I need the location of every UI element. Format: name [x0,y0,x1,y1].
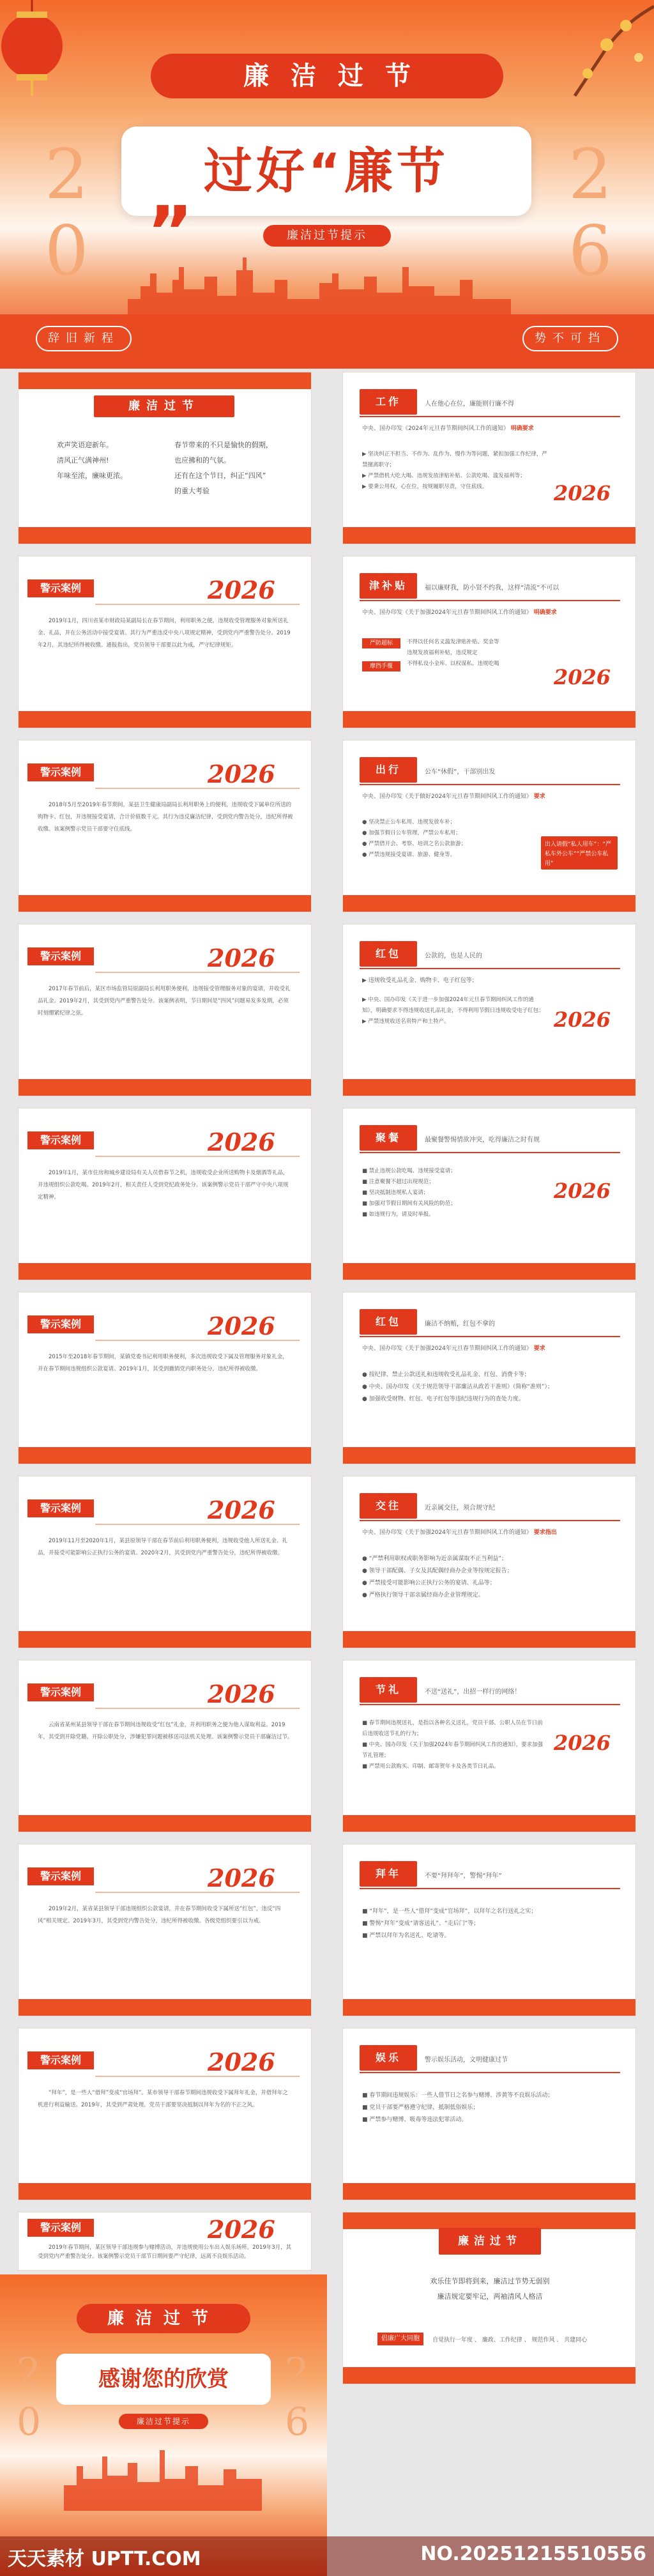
rule-item: 违规发放福利补贴，违反规定 [407,650,478,656]
case-skyline-line [95,967,300,973]
year-art: 2026 [554,481,611,505]
rule-heading: 交往 [360,1493,417,1519]
case-year: 2026 [208,1128,275,1156]
rule-slide-festival-gift [342,1660,636,1832]
slide-bottom-band [19,895,311,912]
rule-slide-entertainment [342,2028,636,2200]
rule-subtitle: 最聚餐警惕情欲冲突，吃得廉洁之时有规 [425,1137,540,1144]
ending-digit-4: 6 [285,2400,310,2444]
rule-divider [360,1152,620,1153]
case-text: 2017年春节前后，某区市场监管局原副局长利用职务便利，违规接受管理服务对象的宴请，并收受礼品礼金。2019年2月，其受到党内严重警告处分。该案例表明，节日期间是“四风”问题易发多发期，必须时刻绷紧纪律之弦。 [38,986,291,1016]
intro-left-line: 清风正气满神州! [57,456,109,464]
rule-item: ▶ 严禁违规收送名贵特产和土特产。 [362,1018,450,1025]
rule-note-highlight: 要求指出 [533,1529,557,1536]
case-text: 2018年5月至2019年春节期间，某县卫生健康局副局长利用职务上的便利，违规收受下属单位所送的购物卡、红包，并违规接受宴请，合计价值数千元。其行为违反廉洁纪律，受到党内警告处分，违纪所得被收缴。该案例警示党员干部要守住底线。 [38,802,293,832]
rule-item: ● 按纪律、禁止公款送礼和违规收受礼品礼金、红包、消费卡等； [362,1372,530,1378]
rule-body [362,1906,618,1942]
cover-digit-4: 6 [568,211,612,291]
case-title: 警示案例 [27,2219,94,2237]
year-art: 2026 [554,665,611,689]
slide-bottom-band [19,2183,311,2200]
case-slide-9 [18,2028,312,2200]
rule-body [362,995,547,1027]
rule-item: ■ 中央、国办印发《关于加强2024年春节期间纠风工作的通知》，要求加强节礼管理； [362,1742,544,1759]
rule-subtitle: 公款的，也是人民的 [425,953,482,960]
slide-bottom-band [19,711,311,728]
watermark-left: 天天素材 UPTT.COM [8,2548,201,2570]
rule-body [407,637,547,670]
intro-right-line: 还有在这个节日，纠正“四风” [174,471,266,480]
rule-heading: 节礼 [360,1677,417,1703]
slide-bottom-band [343,1447,635,1464]
rule-body [362,449,547,493]
case-text: “拜年”，是一些人“借拜”变成“官场拜”。某市领导干部春节期间违规收受下属拜年礼金，并借拜年之机进行利益输送。2019年，其受到严肃处理。党员干部要坚决抵制以拜年为名的不正之风。 [38,2090,288,2108]
case-year: 2026 [208,2048,275,2076]
rule-note-text: 中央、国办印发《关于加强2024年元旦春节期间纠风工作的通知》 [362,610,532,616]
rule-item: ● 坚决禁止公车私用、违规发放车补； [362,819,456,825]
case-year: 2026 [208,576,275,604]
rule-slide-work [342,372,636,544]
rule-heading: 聚餐 [360,1125,417,1151]
rule-item: ▶ 坚决纠正不担当、不作为、乱作为、慢作为等问题，紧扣加强工作纪律，严禁擅离职守； [362,451,547,468]
case-text: 2019年1月，某市住房和城乡建设局有关人员借春节之机，违规收受企业所送购物卡及烟酒等礼品，并违规组织公款吃喝。2019年2月，相关责任人受到党纪政务处分。该案例警示党员干部严守中央八项规定精神。 [38,1170,289,1200]
case-skyline-line [95,1519,300,1525]
rule-body [362,1718,547,1772]
cover-pill-left: 辞旧新程 [36,326,132,351]
case-slide-6 [18,1476,312,1648]
slide-bottom-band [343,2183,635,2200]
rule-subtitle: 警示娱乐活动，文明健康过节 [425,2057,508,2064]
rule-item: ● 加强收受财物、红包、电子红包等违纪违规行为的查处力度。 [362,1396,524,1402]
rule-divider [360,600,620,601]
slide-bottom-band [343,1815,635,1832]
slide-bottom-band [19,527,311,544]
case-title: 警示案例 [27,579,94,597]
rule-heading: 拜年 [360,1861,417,1887]
cover-ribbon [151,54,503,98]
rule-item: ■ 注意聚餐不超过出现规范； [362,1179,434,1185]
intro-left-line: 年味至浓，廉味更浓。 [57,471,127,480]
rule-stamp: 出入请假“私人用车”：“严私车外公车”“严禁公车私用” [541,836,618,870]
slide-bottom-band [19,1631,311,1648]
slide-bottom-band [19,1447,311,1464]
rule-body [362,1166,547,1220]
rule-slide-contact [342,1476,636,1648]
case-skyline-line [95,1703,300,1709]
intro-right-line: 也应拂和的气氛。 [174,456,231,464]
rule-note [362,608,618,618]
slide-bottom-band [343,527,635,544]
year-art: 2026 [554,1179,611,1203]
rule-divider [360,2072,620,2073]
cover-slide [0,0,654,369]
rule-item: ▶ 严禁借机大吃大喝、违规发放津贴补贴、公款吃喝、滥发福利等； [362,473,526,479]
case-title: 警示案例 [27,1315,94,1333]
intro-slide [18,372,312,544]
case-text: 云南省某州某县领导干部在春节期间违规收受“红包”礼金，并利用职务之便为他人谋取利益。2019年，其受到开除党籍、开除公职处分，涉嫌犯罪问题被移送司法机关处理。该案例警示党员干部廉洁过节。 [38,1722,293,1740]
slide-top-band [19,372,311,389]
rule-item: ● 领导干部配偶、子女及其配偶经商办企业等按规定报告； [362,1568,513,1574]
slide-bottom-band [343,1999,635,2016]
rule-divider [360,968,620,969]
rule-item: ■ 如违规行为，请及时举报。 [362,1211,434,1218]
lantern-icon [0,0,77,96]
rule-item: ● 中央、国办印发《关于规范领导干部廉洁从政若干准则》（简称“准则”）； [362,1384,554,1390]
rule-divider [360,1888,620,1889]
case-skyline-line [95,783,300,789]
rule-item: ■ 严禁以拜年为名送礼、吃请等。 [362,1933,450,1939]
case-text: 2019年11月至2020年1月，某县原领导干部在春节前后利用职务便利，违规收受他人所送礼金、礼品，并接受可能影响公正执行公务的宴请。2020年2月，其受到党内严重警告处分，违纪所得被收缴。 [38,1538,287,1556]
case-slide-8 [18,1844,312,2016]
cover-ribbon-text: 廉洁过节 [243,61,432,91]
rule-item: ■ 坚决抵制违规私人宴请； [362,1190,429,1196]
slide-bottom-band [19,1999,311,2016]
rule-item: ▶ 中央、国办印发《关于进一步加强2024年元旦春节期间纠风工作的通知》，明确要求不得违规收送礼品礼金，不得利用节假日违规收受电子红包； [362,997,544,1014]
city-skyline-icon [0,2441,327,2511]
rule-subtitle: 廉洁不纳贿，红包不拿的 [425,1321,495,1328]
cover-quote-mark: ” [147,191,194,273]
case-slide-2 [18,740,312,912]
year-art: 2026 [554,1731,611,1755]
case-title: 警示案例 [27,1683,94,1701]
case-year: 2026 [208,944,275,972]
rule-item: ■ 严禁用公款购买、印制、邮寄贺年卡及各类节日礼品。 [362,1763,499,1770]
rule-note-text: 中央、国办印发《关于加强2024年元旦春节期间纠风工作的通知》 [362,1346,532,1352]
case-skyline-line [95,1887,300,1893]
rule-note-highlight: 要求 [533,1346,545,1352]
ending-subtitle: 廉洁过节提示 [119,2414,208,2429]
case-year: 2026 [208,1496,275,1524]
closing-line: 欢乐佳节即将到来，廉洁过节势无弱别 [430,2277,550,2285]
rule-item: ■ 禁止违规公款吃喝、违规接受宴请； [362,1168,456,1174]
ending-digit-1: 2 [17,2350,42,2395]
rule-body [362,1553,618,1602]
rule-item: ● 严禁接受可能影响公正执行公务的宴请、礼品等； [362,1580,496,1586]
rule-item: ● 加强节假日公车管理，严禁公车私用； [362,830,461,836]
rule-body [362,1369,618,1406]
rule-slide-travel [342,740,636,912]
rule-item: 不得以任何名义滥发津贴补贴、奖金等 [407,639,499,645]
intro-right-line: 春节带来的不只是愉快的假期， [174,441,273,449]
ending-slide [0,2274,327,2576]
case-slide-5 [18,1292,312,1464]
intro-right-line: 的重大考验 [174,487,209,495]
case-year: 2026 [208,1312,275,1340]
case-year: 2026 [208,1864,275,1892]
case-text: 2015年至2018年春节期间，某镇党委书记利用职务便利，多次违规收受下属及管理服务对象礼金，并在春节期间违规组织公款宴请。2019年1月，其受到撤销党内职务处分，违纪所得被收缴。 [38,1354,288,1372]
case-slide-1 [18,556,312,728]
slide-bottom-band [343,895,635,912]
rule-heading: 红包 [360,941,417,967]
cover-digit-3: 2 [568,135,612,215]
rule-note-text: 中央、国办印发《关于加强2024年元旦春节期间纠风工作的通知》 [362,1529,532,1536]
plum-blossom-icon [562,0,654,102]
rule-item: ■ 严禁参与赌博、吸毒等违法犯罪活动。 [362,2117,468,2123]
slide-bottom-band [343,2367,635,2384]
cover-digit-1: 2 [45,135,89,215]
rule-note-text: 中央、国办印发《2024年元旦春节期间纠风工作的通知》 [362,425,509,432]
case-text: 2019年春节期间，某区领导干部违规参与赌博活动，并违规使用公车出入娱乐场所。2019年3月，其受到党内严重警告处分。该案例警示党员干部节日期间要严守纪律，远离不良娱乐活动。 [38,2244,292,2260]
cover-title: 过好“廉节 [204,142,449,199]
slide-bottom-band [19,1815,311,1832]
rule-subtitle: 不送“送礼”，出招一样行的网络！ [425,1689,521,1696]
rule-item: ■ 春节期间违规娱乐：一些人借节日之名参与赌博、涉黄等不良娱乐活动； [362,2092,554,2099]
rule-note [362,792,618,802]
slide-bottom-band [19,1263,311,1280]
rule-note-text: ▶ 违规收受礼品礼金、购物卡、电子红包等； [362,977,478,984]
case-slide-7 [18,1660,312,1832]
rule-heading: 红包 [360,1309,417,1335]
case-title: 警示案例 [27,1131,94,1149]
rule-slide-redpacket [342,1292,636,1464]
case-title: 警示案例 [27,1499,94,1517]
case-slide-10 [18,2212,312,2271]
cover-subtitle: 廉洁过节提示 [263,225,391,247]
slide-top-band [343,2212,635,2229]
rule-tag: 严防超标 [362,638,400,648]
rule-item: ● 严格执行领导干部亲属经商办企业管理规定。 [362,1592,484,1598]
case-slide-3 [18,924,312,1096]
rule-item: ■ 党员干部要严格遵守纪律，抵制低俗娱乐； [362,2104,479,2111]
ending-digit-2: 0 [17,2400,42,2444]
rule-slide-gift [342,924,636,1096]
rule-subtitle: 近亲属交往，须合规守纪 [425,1505,495,1512]
slide-bottom-band [343,1079,635,1096]
rule-item: ■ 警惕“拜年”变成“请客送礼”、“走后门”等； [362,1920,480,1927]
rule-divider [360,1704,620,1705]
rule-slide-newyear-visit [342,1844,636,2016]
rule-item: ■ “拜年”，是一些人“借拜”变成“官场拜”，以拜年之名行送礼之实； [362,1908,537,1915]
closing-slide [342,2212,636,2384]
rule-note-highlight: 要求 [533,793,545,800]
intro-left-column [57,438,153,484]
case-skyline-line [95,599,300,605]
rule-heading: 津补贴 [360,573,417,599]
ending-ribbon: 廉洁过节 [77,2304,250,2333]
rule-subtitle: 福以廉财我，防小贤不约我，这样“清流”不可以 [425,585,559,592]
closing-items: 自觉执行一年度 、 廉政、工作纪律 、 规范作风 、 共建同心 [432,2337,588,2343]
ending-digit-3: 2 [285,2350,310,2395]
case-title: 警示案例 [27,2051,94,2069]
case-text: 2019年2月，某省某县领导干部违规组织公款宴请，并在春节期间收受下属所送“红包”，违反“四风”相关规定。2019年3月，其受到党内警告处分，违纪所得被收缴。各级党组织要引以为戒。 [38,1906,281,1924]
cover-digit-2: 0 [45,211,89,291]
closing-text [381,2274,598,2304]
rule-subtitle: 人在他心在位，廉能则行廉不得 [425,401,514,408]
closing-title: 廉洁过节 [439,2228,541,2255]
rule-item: ■ 春节期间违规送礼，是指以各种名义送礼，党员干部、公职人员在节日前后违规收送节礼的行为； [362,1720,543,1737]
rule-item: ● 严禁借开会、考察、培训之名公款旅游； [362,841,467,847]
rule-body [362,817,535,861]
case-skyline-line [95,1335,300,1341]
rule-heading: 出行 [360,757,417,783]
case-year: 2026 [208,1680,275,1708]
watermark-footer [0,2536,654,2576]
case-text: 2019年1月，四川省某市财政局某副局长在春节期间，利用职务之便，违规收受管理服务对象所送礼金、礼品，并在公务活动中接受宴请。其行为严重违反中央八项规定精神，受到党内严重警告处分。2019年2月，其违纪所得被收缴。通报指出，党员领导干部要以此为戒，严守纪律规矩。 [38,618,291,648]
rule-note [362,1344,618,1354]
rule-tag: 摩挡手覆 [362,661,400,671]
rule-slide-dining [342,1108,636,1280]
rule-note-text: 中央、国办印发《关于做好2024年元旦春节期间纠风工作的通知》 [362,793,532,800]
rule-slide-subsidy [342,556,636,728]
rule-note-highlight: 明确要求 [533,610,557,616]
rule-divider [360,416,620,417]
case-year: 2026 [208,2215,275,2244]
rule-divider [360,1336,620,1337]
case-title: 警示案例 [27,763,94,781]
slide-bottom-band [19,1079,311,1096]
rule-body [362,2090,618,2126]
case-title: 警示案例 [27,947,94,965]
closing-line: 廉洁规定要牢记，两袖清风人格洁 [437,2292,543,2301]
rule-heading: 工作 [360,389,417,415]
cover-pill-right: 势不可挡 [522,326,618,351]
rule-heading: 娱乐 [360,2045,417,2071]
case-title: 警示案例 [27,1867,94,1885]
rule-note [362,424,618,434]
rule-divider [360,1520,620,1521]
rule-note [362,1528,618,1538]
intro-left-line: 欢声笑语迎新年。 [57,441,113,449]
rule-divider [360,784,620,785]
slide-bottom-band [343,1263,635,1280]
rule-subtitle: 不要“拜拜年”，警惕“拜年” [425,1873,502,1880]
case-skyline-line [95,1151,300,1157]
case-slide-4 [18,1108,312,1280]
rule-item: ● “严禁利用职权或职务影响为近亲属谋取不正当利益”； [362,1556,508,1562]
case-year: 2026 [208,760,275,788]
year-art: 2026 [554,1008,611,1032]
rule-item: ▶ 要秉公用权，心在位，按规履职尽责，守住底线。 [362,484,488,490]
rule-subtitle: 公车“休假”，干部别出发 [425,769,496,776]
slide-bottom-band [343,711,635,728]
rule-item: ● 严禁违规接受宴请、旅游、健身等。 [362,852,456,858]
intro-right-column [174,438,302,499]
watermark-right: NO.20251215510556 [420,2543,646,2565]
rule-item: ■ 加强对节假日期间有关风险的防范； [362,1200,456,1207]
intro-title: 廉洁过节 [94,395,234,417]
case-skyline-line [95,2071,300,2077]
rule-note [362,976,618,986]
rule-note-highlight: 明确要求 [510,425,534,432]
rule-item: 不得私设小金库、以权谋私、违规吃喝 [407,661,499,667]
closing-tag: 倡廉广大同胞 [377,2333,423,2345]
slide-bottom-band [343,1631,635,1648]
ending-thanks: 感谢您的欣赏 [56,2354,271,2405]
